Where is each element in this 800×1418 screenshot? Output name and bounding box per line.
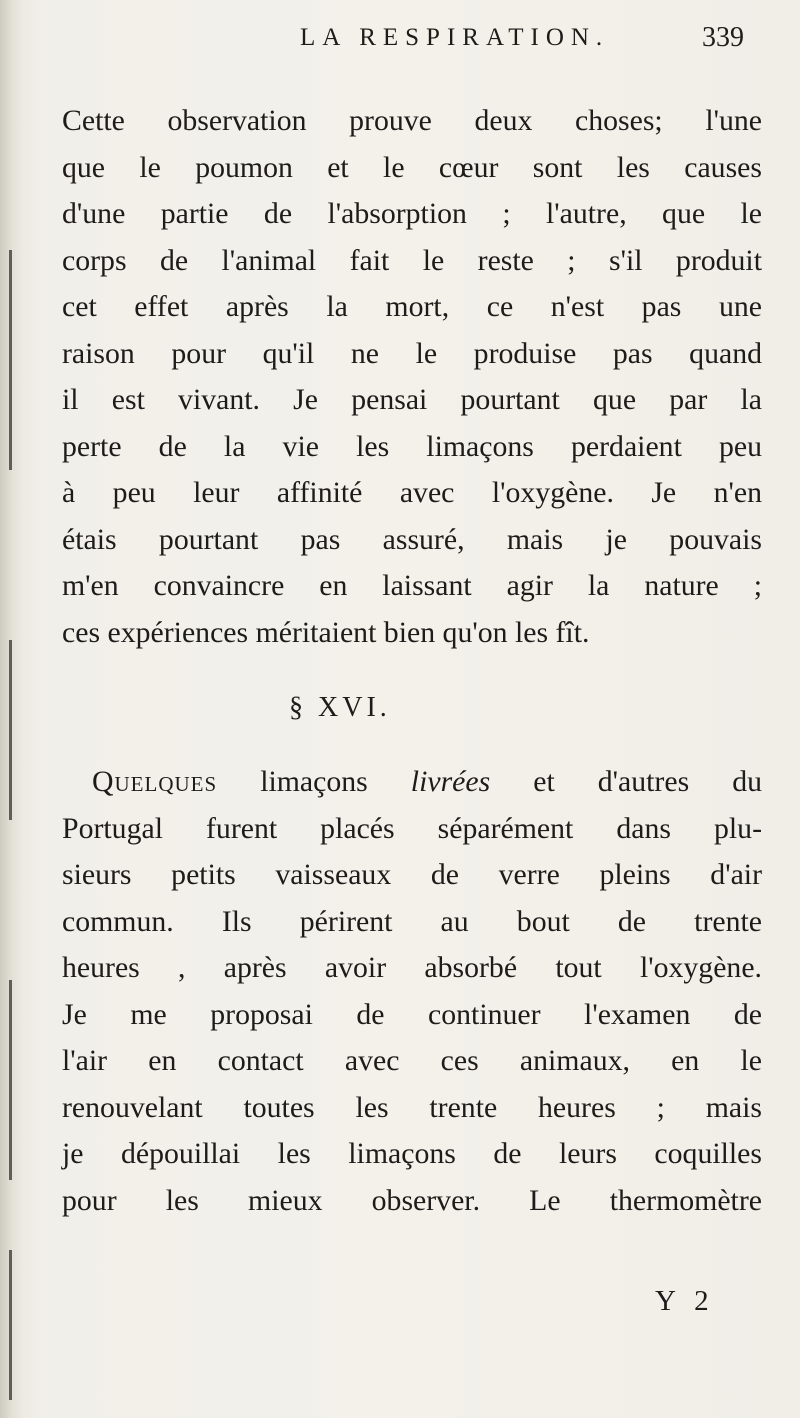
text-run: et d'autres du	[490, 765, 762, 798]
text-line: m'en convaincre en laissant agir la nature ;	[62, 569, 762, 602]
text-line: commun. Ils périrent au bout de trente	[62, 904, 762, 938]
text-line-first	[62, 759, 762, 806]
paragraph-1	[62, 98, 762, 656]
text-line: pour les mieux observer. Le thermomètre	[62, 1183, 762, 1217]
text-run: limaçons	[217, 765, 411, 798]
binding-shadow-line	[9, 640, 12, 820]
text-line: que le poumon et le cœur sont les causes	[62, 150, 762, 184]
text-line: je dépouillai les limaçons de leurs coquilles	[62, 1137, 762, 1170]
text-line: cet effet après la mort, ce n'est pas une	[62, 290, 762, 323]
text-line: corps de l'animal fait le reste ; s'il produit	[62, 243, 762, 277]
page-binding-edge	[0, 0, 22, 1418]
italic-run: livrées	[410, 765, 491, 798]
text-line: renouvelant toutes les trente heures ; mais	[62, 1090, 762, 1124]
text-line: l'air en contact avec ces animaux, en le	[62, 1044, 762, 1077]
text-line: ces expériences méritaient bien qu'on les fît.	[62, 615, 590, 649]
section-heading: § XVI.	[289, 692, 391, 723]
text-line: d'une partie de l'absorption ; l'autre, que le	[62, 197, 762, 230]
page-header	[60, 22, 760, 72]
running-head: LA RESPIRATION.	[300, 24, 610, 51]
small-caps-lead: Quelques	[92, 765, 218, 798]
text-line: à peu leur affinité avec l'oxygène. Je n'en	[62, 476, 762, 509]
page-number: 339	[702, 22, 744, 53]
text-line: étais pourtant pas assuré, mais je pouvais	[62, 522, 762, 556]
text-line: Cette observation prouve deux choses; l'une	[62, 104, 762, 137]
text-line: Je me proposai de continuer l'examen de	[62, 997, 762, 1031]
text-line: perte de la vie les limaçons perdaient peu	[62, 429, 762, 463]
paragraph-2	[62, 759, 762, 1224]
signature-mark: Y 2	[655, 1285, 715, 1317]
page-body	[62, 98, 762, 1224]
binding-shadow-line	[9, 1250, 12, 1400]
text-line: il est vivant. Je pensai pourtant que par la	[62, 383, 762, 416]
text-line: Portugal furent placés séparément dans plu-	[62, 811, 762, 845]
text-line: heures , après avoir absorbé tout l'oxygène.	[62, 951, 762, 984]
text-line: sieurs petits vaisseaux de verre pleins d'air	[62, 858, 762, 891]
text-line: raison pour qu'il ne le produise pas quand	[62, 336, 762, 370]
binding-shadow-line	[9, 250, 12, 470]
binding-shadow-line	[9, 980, 12, 1180]
